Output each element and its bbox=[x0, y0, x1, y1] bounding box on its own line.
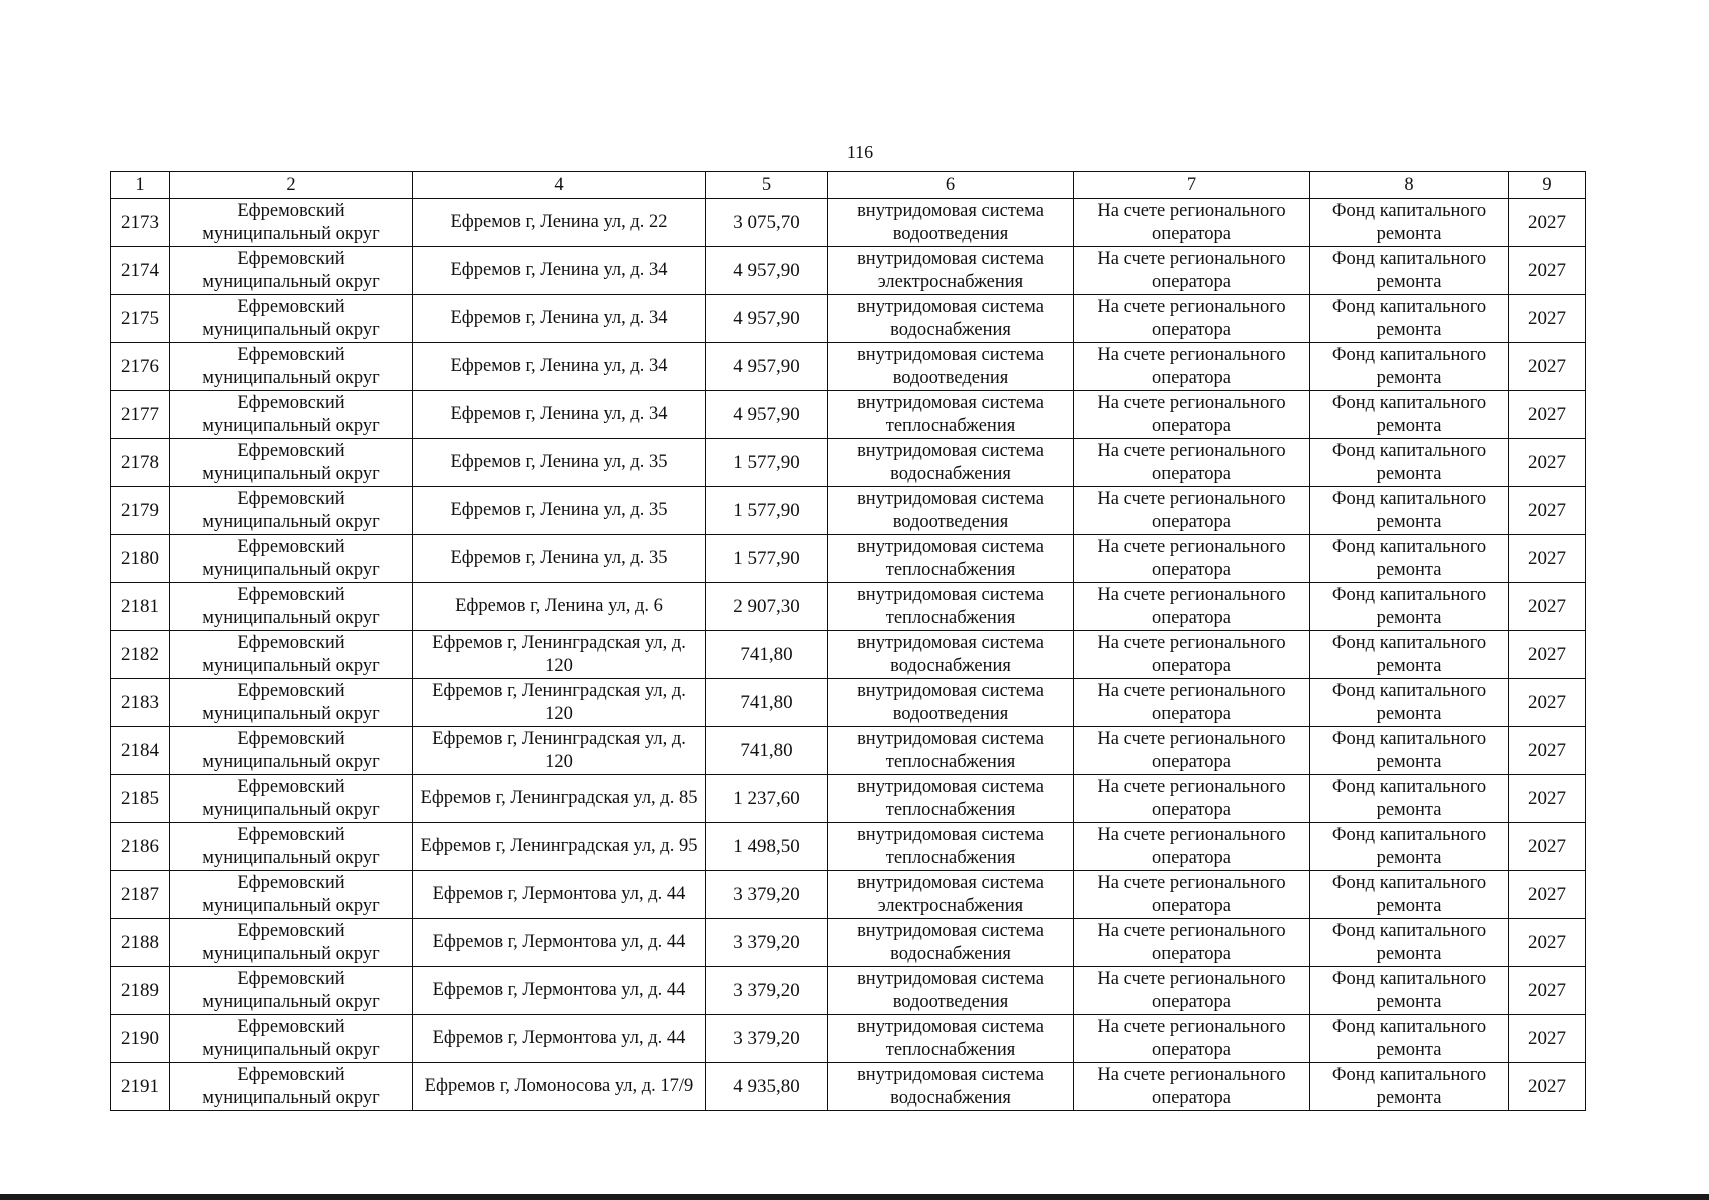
funding-source-cell: Фонд капитального ремонта bbox=[1310, 343, 1509, 391]
funding-source-cell: Фонд капитального ремонта bbox=[1310, 535, 1509, 583]
header-row bbox=[111, 172, 1586, 199]
account-cell: На счете регионального оператора bbox=[1074, 295, 1310, 343]
table-row bbox=[111, 295, 1586, 343]
year-cell: 2027 bbox=[1509, 535, 1586, 583]
district-cell: Ефремовский муниципальный округ bbox=[170, 199, 413, 247]
address-cell: Ефремов г, Лермонтова ул, д. 44 bbox=[413, 1015, 706, 1063]
district-cell: Ефремовский муниципальный округ bbox=[170, 439, 413, 487]
row-number-cell: 2174 bbox=[111, 247, 170, 295]
table-row bbox=[111, 967, 1586, 1015]
year-cell: 2027 bbox=[1509, 1015, 1586, 1063]
column-header: 2 bbox=[170, 172, 413, 199]
address-cell: Ефремов г, Ленинградская ул, д. 120 bbox=[413, 679, 706, 727]
address-cell: Ефремов г, Ленина ул, д. 35 bbox=[413, 439, 706, 487]
bottom-border-line bbox=[0, 1194, 1709, 1200]
account-cell: На счете регионального оператора bbox=[1074, 631, 1310, 679]
table-row bbox=[111, 871, 1586, 919]
table-body bbox=[111, 199, 1586, 1111]
account-cell: На счете регионального оператора bbox=[1074, 391, 1310, 439]
column-header: 9 bbox=[1509, 172, 1586, 199]
year-cell: 2027 bbox=[1509, 871, 1586, 919]
page-number: 116 bbox=[846, 142, 874, 162]
area-cell: 2 907,30 bbox=[706, 583, 828, 631]
account-cell: На счете регионального оператора bbox=[1074, 919, 1310, 967]
table-row bbox=[111, 343, 1586, 391]
area-cell: 4 957,90 bbox=[706, 247, 828, 295]
column-header: 7 bbox=[1074, 172, 1310, 199]
system-cell: внутридомовая система водоотведения bbox=[828, 967, 1074, 1015]
area-cell: 3 379,20 bbox=[706, 871, 828, 919]
funding-source-cell: Фонд капитального ремонта bbox=[1310, 919, 1509, 967]
row-number-cell: 2191 bbox=[111, 1063, 170, 1111]
district-cell: Ефремовский муниципальный округ bbox=[170, 583, 413, 631]
table-header bbox=[111, 172, 1586, 199]
year-cell: 2027 bbox=[1509, 823, 1586, 871]
area-cell: 1 577,90 bbox=[706, 487, 828, 535]
area-cell: 1 577,90 bbox=[706, 535, 828, 583]
table-row bbox=[111, 631, 1586, 679]
year-cell: 2027 bbox=[1509, 1063, 1586, 1111]
address-cell: Ефремов г, Ленинградская ул, д. 95 bbox=[413, 823, 706, 871]
system-cell: внутридомовая система водоснабжения bbox=[828, 1063, 1074, 1111]
system-cell: внутридомовая система водоотведения bbox=[828, 199, 1074, 247]
system-cell: внутридомовая система теплоснабжения bbox=[828, 583, 1074, 631]
area-cell: 1 577,90 bbox=[706, 439, 828, 487]
table-row bbox=[111, 247, 1586, 295]
address-cell: Ефремов г, Ленинградская ул, д. 120 bbox=[413, 631, 706, 679]
capital-repair-table bbox=[110, 171, 1586, 1111]
table-row bbox=[111, 679, 1586, 727]
address-cell: Ефремов г, Ленина ул, д. 34 bbox=[413, 343, 706, 391]
account-cell: На счете регионального оператора bbox=[1074, 1015, 1310, 1063]
system-cell: внутридомовая система теплоснабжения bbox=[828, 535, 1074, 583]
row-number-cell: 2177 bbox=[111, 391, 170, 439]
column-header: 1 bbox=[111, 172, 170, 199]
address-cell: Ефремов г, Ленина ул, д. 34 bbox=[413, 247, 706, 295]
year-cell: 2027 bbox=[1509, 919, 1586, 967]
address-cell: Ефремов г, Лермонтова ул, д. 44 bbox=[413, 967, 706, 1015]
year-cell: 2027 bbox=[1509, 247, 1586, 295]
district-cell: Ефремовский муниципальный округ bbox=[170, 919, 413, 967]
funding-source-cell: Фонд капитального ремонта bbox=[1310, 583, 1509, 631]
row-number-cell: 2185 bbox=[111, 775, 170, 823]
system-cell: внутридомовая система водоотведения bbox=[828, 679, 1074, 727]
district-cell: Ефремовский муниципальный округ bbox=[170, 823, 413, 871]
district-cell: Ефремовский муниципальный округ bbox=[170, 1063, 413, 1111]
row-number-cell: 2176 bbox=[111, 343, 170, 391]
row-number-cell: 2188 bbox=[111, 919, 170, 967]
year-cell: 2027 bbox=[1509, 631, 1586, 679]
area-cell: 741,80 bbox=[706, 727, 828, 775]
area-cell: 4 957,90 bbox=[706, 391, 828, 439]
district-cell: Ефремовский муниципальный округ bbox=[170, 343, 413, 391]
system-cell: внутридомовая система водоснабжения bbox=[828, 631, 1074, 679]
year-cell: 2027 bbox=[1509, 295, 1586, 343]
funding-source-cell: Фонд капитального ремонта bbox=[1310, 823, 1509, 871]
table-row bbox=[111, 1015, 1586, 1063]
funding-source-cell: Фонд капитального ремонта bbox=[1310, 199, 1509, 247]
row-number-cell: 2184 bbox=[111, 727, 170, 775]
year-cell: 2027 bbox=[1509, 967, 1586, 1015]
area-cell: 4 957,90 bbox=[706, 295, 828, 343]
table-row bbox=[111, 199, 1586, 247]
row-number-cell: 2182 bbox=[111, 631, 170, 679]
account-cell: На счете регионального оператора bbox=[1074, 199, 1310, 247]
district-cell: Ефремовский муниципальный округ bbox=[170, 295, 413, 343]
funding-source-cell: Фонд капитального ремонта bbox=[1310, 1015, 1509, 1063]
system-cell: внутридомовая система водоотведения bbox=[828, 343, 1074, 391]
row-number-cell: 2173 bbox=[111, 199, 170, 247]
area-cell: 3 379,20 bbox=[706, 967, 828, 1015]
system-cell: внутридомовая система водоотведения bbox=[828, 487, 1074, 535]
district-cell: Ефремовский муниципальный округ bbox=[170, 247, 413, 295]
address-cell: Ефремов г, Ленина ул, д. 22 bbox=[413, 199, 706, 247]
district-cell: Ефремовский муниципальный округ bbox=[170, 727, 413, 775]
year-cell: 2027 bbox=[1509, 439, 1586, 487]
row-number-cell: 2180 bbox=[111, 535, 170, 583]
funding-source-cell: Фонд капитального ремонта bbox=[1310, 967, 1509, 1015]
table-row bbox=[111, 535, 1586, 583]
system-cell: внутридомовая система водоснабжения bbox=[828, 439, 1074, 487]
funding-source-cell: Фонд капитального ремонта bbox=[1310, 439, 1509, 487]
table-row bbox=[111, 439, 1586, 487]
account-cell: На счете регионального оператора bbox=[1074, 583, 1310, 631]
funding-source-cell: Фонд капитального ремонта bbox=[1310, 1063, 1509, 1111]
address-cell: Ефремов г, Ленина ул, д. 34 bbox=[413, 295, 706, 343]
district-cell: Ефремовский муниципальный округ bbox=[170, 679, 413, 727]
row-number-cell: 2187 bbox=[111, 871, 170, 919]
funding-source-cell: Фонд капитального ремонта bbox=[1310, 247, 1509, 295]
account-cell: На счете регионального оператора bbox=[1074, 535, 1310, 583]
row-number-cell: 2179 bbox=[111, 487, 170, 535]
system-cell: внутридомовая система электроснабжения bbox=[828, 247, 1074, 295]
year-cell: 2027 bbox=[1509, 391, 1586, 439]
area-cell: 3 075,70 bbox=[706, 199, 828, 247]
account-cell: На счете регионального оператора bbox=[1074, 343, 1310, 391]
year-cell: 2027 bbox=[1509, 583, 1586, 631]
system-cell: внутридомовая система водоснабжения bbox=[828, 295, 1074, 343]
row-number-cell: 2178 bbox=[111, 439, 170, 487]
year-cell: 2027 bbox=[1509, 727, 1586, 775]
row-number-cell: 2183 bbox=[111, 679, 170, 727]
address-cell: Ефремов г, Ленина ул, д. 35 bbox=[413, 487, 706, 535]
column-header: 8 bbox=[1310, 172, 1509, 199]
account-cell: На счете регионального оператора bbox=[1074, 679, 1310, 727]
year-cell: 2027 bbox=[1509, 775, 1586, 823]
area-cell: 4 935,80 bbox=[706, 1063, 828, 1111]
account-cell: На счете регионального оператора bbox=[1074, 247, 1310, 295]
account-cell: На счете регионального оператора bbox=[1074, 1063, 1310, 1111]
row-number-cell: 2181 bbox=[111, 583, 170, 631]
table-row bbox=[111, 1063, 1586, 1111]
column-header: 6 bbox=[828, 172, 1074, 199]
funding-source-cell: Фонд капитального ремонта bbox=[1310, 391, 1509, 439]
district-cell: Ефремовский муниципальный округ bbox=[170, 1015, 413, 1063]
system-cell: внутридомовая система теплоснабжения bbox=[828, 727, 1074, 775]
column-header: 4 bbox=[413, 172, 706, 199]
funding-source-cell: Фонд капитального ремонта bbox=[1310, 679, 1509, 727]
address-cell: Ефремов г, Ленинградская ул, д. 85 bbox=[413, 775, 706, 823]
district-cell: Ефремовский муниципальный округ bbox=[170, 775, 413, 823]
row-number-cell: 2189 bbox=[111, 967, 170, 1015]
row-number-cell: 2175 bbox=[111, 295, 170, 343]
year-cell: 2027 bbox=[1509, 679, 1586, 727]
account-cell: На счете регионального оператора bbox=[1074, 487, 1310, 535]
row-number-cell: 2186 bbox=[111, 823, 170, 871]
area-cell: 1 498,50 bbox=[706, 823, 828, 871]
area-cell: 4 957,90 bbox=[706, 343, 828, 391]
column-header: 5 bbox=[706, 172, 828, 199]
system-cell: внутридомовая система теплоснабжения bbox=[828, 391, 1074, 439]
funding-source-cell: Фонд капитального ремонта bbox=[1310, 295, 1509, 343]
year-cell: 2027 bbox=[1509, 343, 1586, 391]
district-cell: Ефремовский муниципальный округ bbox=[170, 535, 413, 583]
area-cell: 741,80 bbox=[706, 679, 828, 727]
district-cell: Ефремовский муниципальный округ bbox=[170, 871, 413, 919]
year-cell: 2027 bbox=[1509, 199, 1586, 247]
account-cell: На счете регионального оператора bbox=[1074, 727, 1310, 775]
district-cell: Ефремовский муниципальный округ bbox=[170, 391, 413, 439]
table-row bbox=[111, 583, 1586, 631]
address-cell: Ефремов г, Ленина ул, д. 34 bbox=[413, 391, 706, 439]
table-row bbox=[111, 727, 1586, 775]
system-cell: внутридомовая система теплоснабжения bbox=[828, 823, 1074, 871]
table-row bbox=[111, 823, 1586, 871]
funding-source-cell: Фонд капитального ремонта bbox=[1310, 631, 1509, 679]
area-cell: 3 379,20 bbox=[706, 1015, 828, 1063]
table-row bbox=[111, 391, 1586, 439]
district-cell: Ефремовский муниципальный округ bbox=[170, 631, 413, 679]
area-cell: 1 237,60 bbox=[706, 775, 828, 823]
account-cell: На счете регионального оператора bbox=[1074, 871, 1310, 919]
address-cell: Ефремов г, Ленина ул, д. 35 bbox=[413, 535, 706, 583]
address-cell: Ефремов г, Лермонтова ул, д. 44 bbox=[413, 871, 706, 919]
account-cell: На счете регионального оператора bbox=[1074, 775, 1310, 823]
funding-source-cell: Фонд капитального ремонта bbox=[1310, 871, 1509, 919]
area-cell: 3 379,20 bbox=[706, 919, 828, 967]
account-cell: На счете регионального оператора bbox=[1074, 823, 1310, 871]
system-cell: внутридомовая система теплоснабжения bbox=[828, 775, 1074, 823]
system-cell: внутридомовая система электроснабжения bbox=[828, 871, 1074, 919]
address-cell: Ефремов г, Лермонтова ул, д. 44 bbox=[413, 919, 706, 967]
system-cell: внутридомовая система теплоснабжения bbox=[828, 1015, 1074, 1063]
area-cell: 741,80 bbox=[706, 631, 828, 679]
account-cell: На счете регионального оператора bbox=[1074, 439, 1310, 487]
funding-source-cell: Фонд капитального ремонта bbox=[1310, 727, 1509, 775]
account-cell: На счете регионального оператора bbox=[1074, 967, 1310, 1015]
address-cell: Ефремов г, Ленина ул, д. 6 bbox=[413, 583, 706, 631]
district-cell: Ефремовский муниципальный округ bbox=[170, 967, 413, 1015]
funding-source-cell: Фонд капитального ремонта bbox=[1310, 775, 1509, 823]
district-cell: Ефремовский муниципальный округ bbox=[170, 487, 413, 535]
table-row bbox=[111, 775, 1586, 823]
address-cell: Ефремов г, Ленинградская ул, д. 120 bbox=[413, 727, 706, 775]
year-cell: 2027 bbox=[1509, 487, 1586, 535]
system-cell: внутридомовая система водоснабжения bbox=[828, 919, 1074, 967]
funding-source-cell: Фонд капитального ремонта bbox=[1310, 487, 1509, 535]
table-row bbox=[111, 487, 1586, 535]
address-cell: Ефремов г, Ломоносова ул, д. 17/9 bbox=[413, 1063, 706, 1111]
row-number-cell: 2190 bbox=[111, 1015, 170, 1063]
table-row bbox=[111, 919, 1586, 967]
